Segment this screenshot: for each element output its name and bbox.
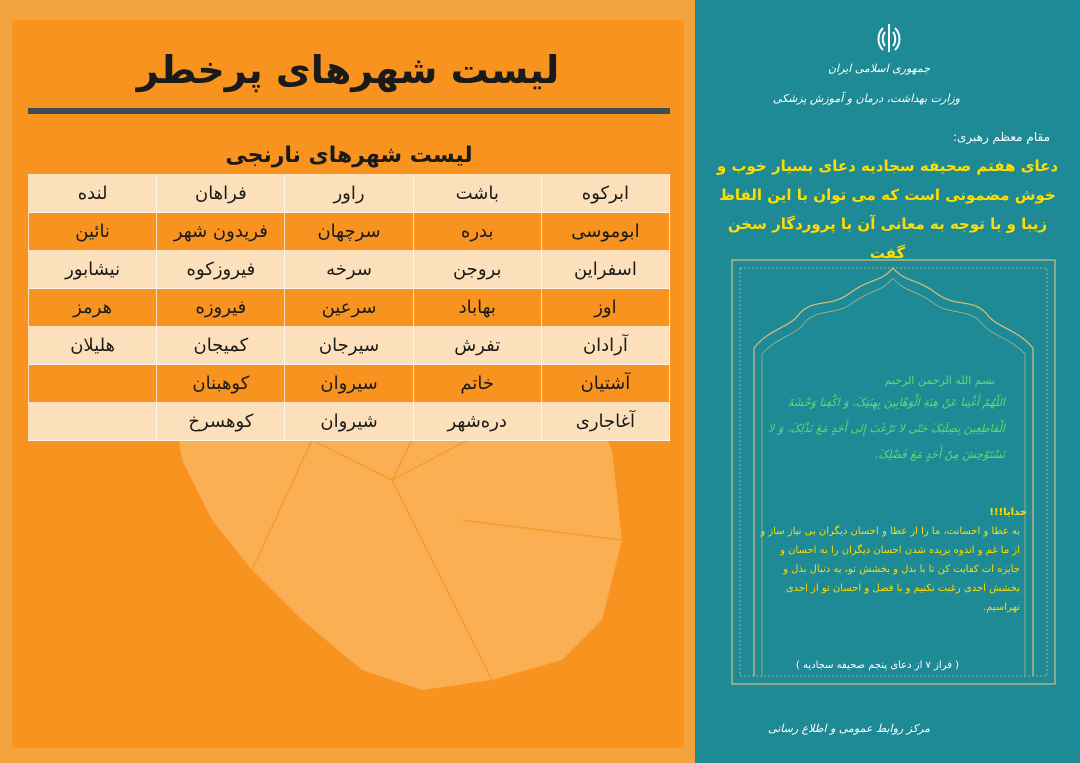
table-cell: بدره xyxy=(413,213,541,251)
table-row xyxy=(29,251,670,289)
table-cell: فیروزه xyxy=(157,289,285,327)
decorative-arch-frame xyxy=(730,258,1057,686)
table-row xyxy=(29,327,670,365)
table-cell: ابوموسی xyxy=(541,213,669,251)
prayer-panel xyxy=(695,0,1080,763)
page-title: لیست شهرهای پرخطر xyxy=(136,48,560,92)
table-cell: کمیجان xyxy=(157,327,285,365)
table-cell: کوهسرخ xyxy=(157,403,285,441)
table-cell: نائین xyxy=(29,213,157,251)
table-cell: سیرجان xyxy=(285,327,413,365)
orange-cities-table xyxy=(28,174,670,441)
title-divider xyxy=(28,108,670,114)
table-cell: آرادان xyxy=(541,327,669,365)
table-cell: خاتم xyxy=(413,365,541,403)
table-row xyxy=(29,289,670,327)
table-cell: هرمز xyxy=(29,289,157,327)
table-row xyxy=(29,175,670,213)
table-row xyxy=(29,365,670,403)
table-cell: سیروان xyxy=(285,365,413,403)
persian-prayer-text: به عطا و احسانت، ما را از عطا و احسان دیگران بی نیاز ساز و از ما غم و اندوه بریده شدن احسان دیگران را به احسان و جایزه ات کفایت کن تا با بذل و بخشش تو، به دنبال بذل و بخشش احدی رغبت نکنیم و با فضل و احسان تو از احدی نهراسیم. xyxy=(760,526,1020,613)
cities-table-container xyxy=(28,128,670,441)
ministry-name: وزارت بهداشت، درمان و آموزش پزشکی xyxy=(772,92,960,105)
table-cell: اسفراین xyxy=(541,251,669,289)
table-row xyxy=(29,403,670,441)
footer-org-name: مرکز روابط عمومی و اطلاع رسانی xyxy=(768,722,930,735)
table-cell: سرچهان xyxy=(285,213,413,251)
leader-quote: دعای هفتم صحیفه سجادیه دعای بسیار خوب و خوش مضمونی است که می توان با این الفاظ زیبا و با توجه به معانی آن با پروردگار سخن گفت xyxy=(716,157,1059,262)
table-cell: تفرش xyxy=(413,327,541,365)
arabic-prayer-text: اللّهُمّ أَغْنِنا عَنْ هِبَةِ الْوَهّابِینَ بِهِبَتِکَ، وَ اکْفِنا وَحْشَةَ الْقاطِعِینَ بِصِلَتِکَ حَتّى لا نَرْغَبَ إِلى أَحَدٍ مَعَ بَذْلِکَ، وَ لا نَسْتَوْحِشَ مِنْ أَحَدٍ مَعَ فَضْلِکَ. xyxy=(768,396,1005,461)
table-cell: کوهبنان xyxy=(157,365,285,403)
table-cell: راور xyxy=(285,175,413,213)
leader-label: مقام معظم رهبری: xyxy=(952,130,1050,144)
table-cell xyxy=(29,365,157,403)
table-cell: سرخه xyxy=(285,251,413,289)
table-cell: فراهان xyxy=(157,175,285,213)
table-cell xyxy=(29,403,157,441)
table-cell: آشتیان xyxy=(541,365,669,403)
table-cell: فریدون شهر xyxy=(157,213,285,251)
table-cell: سرعین xyxy=(285,289,413,327)
orange-cities-panel xyxy=(12,20,684,748)
table-cell: آغاجاری xyxy=(541,403,669,441)
prayer-source: ( فراز ۷ از دعای پنجم صحیفه سجادیه ) xyxy=(795,660,960,671)
persian-heading: خدایا!!! xyxy=(989,507,1027,518)
table-cell: بروجن xyxy=(413,251,541,289)
table-cell: شیروان xyxy=(285,403,413,441)
country-name: جمهوری اسلامی ایران xyxy=(827,62,930,75)
table-cell: باشت xyxy=(413,175,541,213)
table-cell: لنده xyxy=(29,175,157,213)
table-cell: دره‌شهر xyxy=(413,403,541,441)
table-cell: فیروزکوه xyxy=(157,251,285,289)
table-row xyxy=(29,213,670,251)
iran-emblem-icon xyxy=(873,22,905,54)
bismillah: بسم الله الرحمن الرحیم xyxy=(884,374,995,387)
table-title: لیست شهرهای نارنجی xyxy=(28,128,670,174)
table-cell: اوز xyxy=(541,289,669,327)
table-cell: ابرکوه xyxy=(541,175,669,213)
table-cell: هلیلان xyxy=(29,327,157,365)
table-cell: بهاباد xyxy=(413,289,541,327)
table-cell: نیشابور xyxy=(29,251,157,289)
